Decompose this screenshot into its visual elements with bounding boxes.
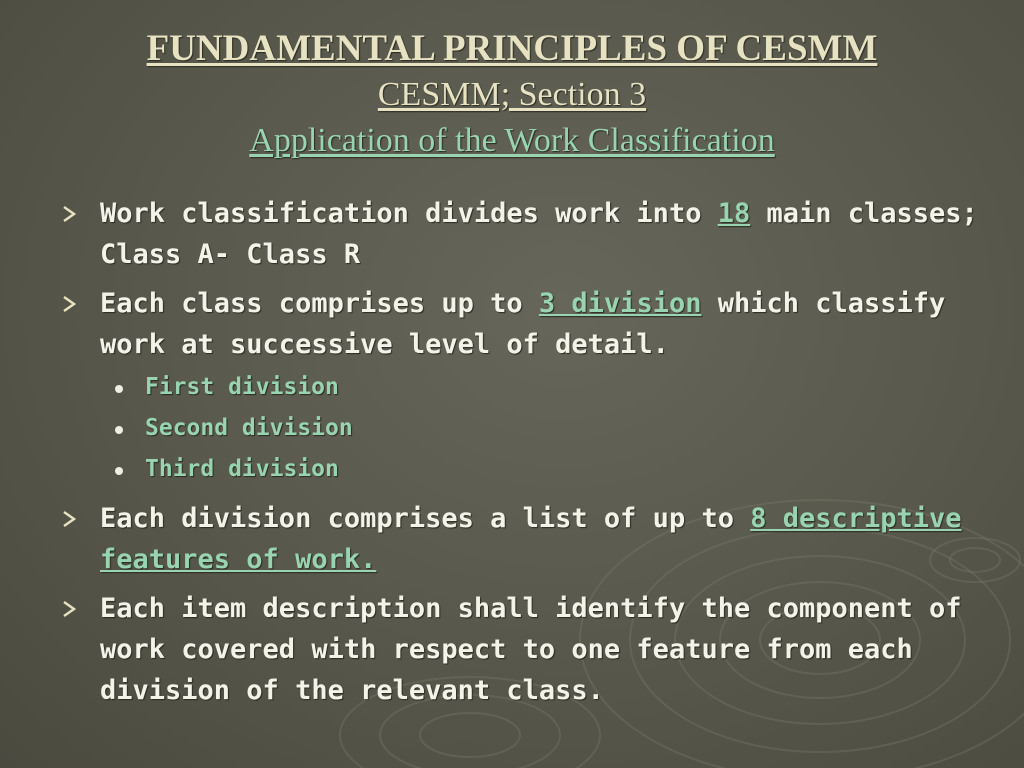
sub-list-item: [62, 367, 982, 408]
sub-item-label: Second division: [145, 415, 353, 441]
list-item: [62, 193, 982, 275]
slide-title: [0, 26, 1024, 164]
sub-list-item: [62, 449, 982, 490]
dot-bullet-icon: [115, 385, 123, 393]
bullet-text: Each class comprises up to: [100, 288, 539, 319]
bullet-text: Each item description shall identify the component of work covered with respect to one feature from each division of the relevant class.: [100, 593, 962, 706]
bullet-text: Each division comprises a list of up to: [100, 503, 751, 534]
sub-item-label: Third division: [145, 456, 339, 482]
dot-bullet-icon: [115, 467, 123, 475]
bullet-highlight: 3 division: [538, 288, 702, 319]
bullet-highlight: 18: [717, 198, 751, 229]
bullet-highlight: 8 descriptive features of work.: [100, 503, 962, 575]
arrow-bullet-icon: [62, 295, 76, 313]
title-section: CESMM; Section 3: [377, 76, 647, 113]
bullet-text: main classes; Class A- Class R: [100, 198, 978, 270]
arrow-bullet-icon: [62, 600, 76, 618]
dot-bullet-icon: [115, 426, 123, 434]
title-subtitle: Application of the Work Classification: [249, 122, 775, 159]
bullet-text: Work classification divides work into: [100, 198, 718, 229]
list-item: [62, 588, 982, 711]
arrow-bullet-icon: [62, 510, 76, 528]
sub-item-label: First division: [145, 374, 339, 400]
bullet-text: which classify work at successive level of detail.: [100, 288, 946, 360]
list-item: [62, 283, 982, 365]
sub-list-item: [62, 408, 982, 449]
sub-list: [62, 367, 982, 490]
title-main: FUNDAMENTAL PRINCIPLES OF CESMM: [146, 28, 878, 69]
bullet-list: [62, 193, 982, 719]
arrow-bullet-icon: [62, 205, 76, 223]
list-item: [62, 498, 982, 580]
